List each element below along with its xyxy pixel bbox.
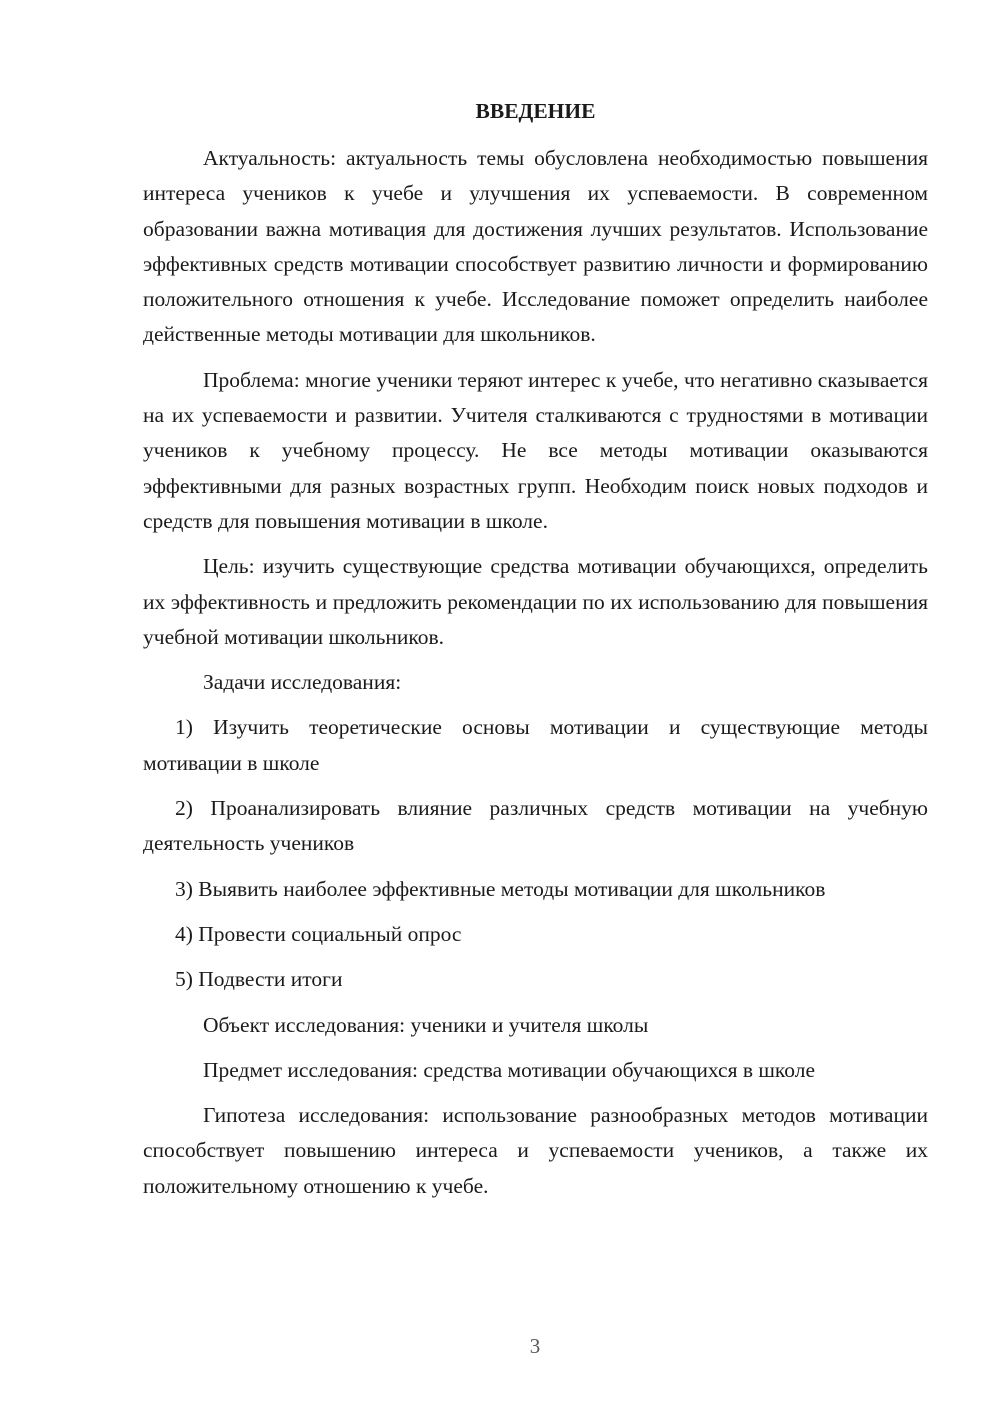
page-title: ВВЕДЕНИЕ (475, 99, 596, 123)
goal-paragraph: Цель: изучить существующие средства мотивации обучающихся, определить их эффективность и предложить рекомендации по их использованию для повышения учебной мотивации школьников. (143, 554, 928, 649)
task-item: 3) Выявить наиболее эффективные методы мотивации для школьников (175, 876, 826, 901)
problem-paragraph: Проблема: многие ученики теряют интерес к учебе, что негативно сказывается на их успеваемости и развитии. Учителя сталкиваются с трудностями в мотивации учеников к учебному процессу. Не все методы мотивации оказываются эффективными для разных возрастных групп. Необходим поиск новых подходов и средств для повышения мотивации в школе. (143, 367, 928, 533)
task-item: 5) Подвести итоги (175, 967, 343, 992)
task-item: 2) Проанализировать влияние различных средств мотивации на учебную деятельность учеников (143, 796, 928, 856)
object-paragraph: Объект исследования: ученики и учителя школы (203, 1012, 649, 1037)
hypothesis-paragraph: Гипотеза исследования: использование разнообразных методов мотивации способствует повышению интереса и успеваемости учеников, а также их положительному отношению к учебе. (143, 1103, 928, 1198)
task-item: 4) Провести социальный опрос (175, 921, 462, 946)
page-content (143, 94, 928, 1214)
tasks-heading: Задачи исследования: (203, 670, 402, 695)
subject-paragraph: Предмет исследования: средства мотивации обучающихся в школе (203, 1057, 816, 1082)
relevance-paragraph: Актуальность: актуальность темы обусловлена необходимостью повышения интереса учеников к учебе и улучшения их успеваемости. В современном образовании важна мотивация для достижения лучших результатов. Использование эффективных средств мотивации способствует развитию личности и формированию положительного отношения к учебе. Исследование поможет определить наиболее действенные методы мотивации для школьников. (143, 146, 928, 347)
page-number: 3 (529, 1334, 541, 1358)
task-item: 1) Изучить теоретические основы мотивации и существующие методы мотивации в школе (143, 715, 928, 775)
